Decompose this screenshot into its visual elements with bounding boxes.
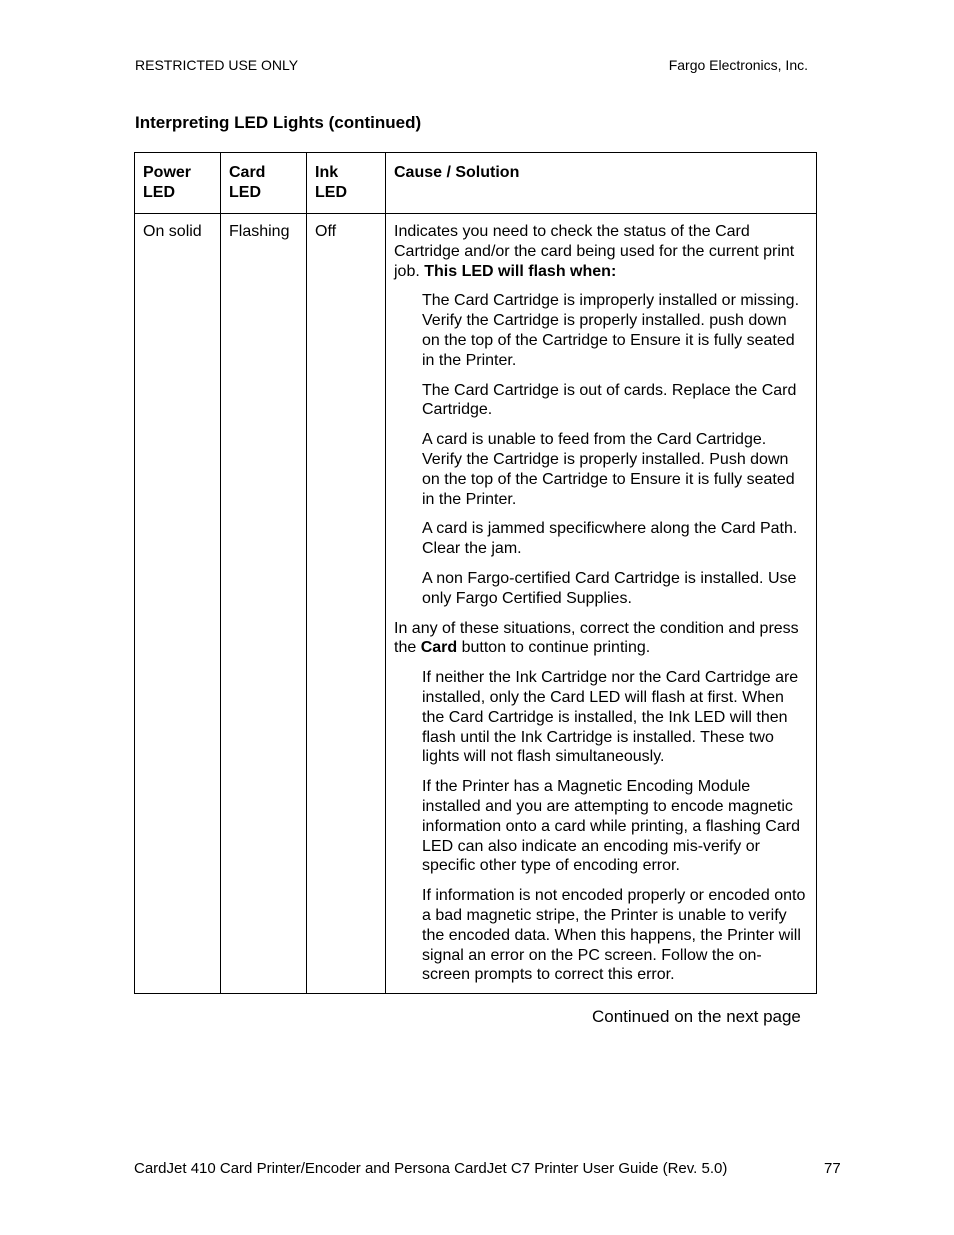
condition-item: A card is unable to feed from the Card Cartridge. Verify the Cartridge is properly installed. Push down on the top of the Cartridge to Ensure it is fully seated in the Printer. bbox=[422, 431, 795, 508]
condition-item: A card is jammed specificwhere along the Card Path. Clear the jam. bbox=[422, 520, 798, 558]
note-item: If the Printer has a Magnetic Encoding Module installed and you are attempting to encode magnetic information onto a card while printing, a flashing Card LED can also indicate an encoding mis-verify or specific other type of encoding error. bbox=[422, 778, 800, 875]
condition-item: The Card Cartridge is out of cards. Replace the Card Cartridge. bbox=[422, 381, 797, 419]
header-left: RESTRICTED USE ONLY bbox=[135, 57, 299, 73]
col-header-ink: Ink LED bbox=[307, 153, 386, 214]
cell-cause-solution bbox=[386, 214, 817, 994]
continued-note: Continued on the next page bbox=[592, 1007, 801, 1026]
table-header-row bbox=[135, 153, 817, 214]
cell-ink: Off bbox=[307, 214, 386, 994]
col-header-card: Card LED bbox=[221, 153, 307, 214]
col-header-power: Power LED bbox=[135, 153, 221, 214]
page-number: 77 bbox=[824, 1160, 841, 1177]
table-row bbox=[135, 214, 817, 994]
condition-item: A non Fargo-certified Card Cartridge is installed. Use only Fargo Certified Supplies. bbox=[422, 569, 797, 607]
action-paragraph: In any of these situations, correct the condition and press the Card button to continue printing. bbox=[394, 619, 799, 657]
led-table bbox=[134, 152, 817, 994]
col-header-cause: Cause / Solution bbox=[386, 153, 817, 214]
header-right: Fargo Electronics, Inc. bbox=[668, 57, 808, 73]
condition-item: The Card Cartridge is improperly installed or missing. Verify the Cartridge is properly installed. push down on the top of the Cartridge to Ensure it is fully seated in the Printer. bbox=[422, 292, 800, 369]
footer-title: CardJet 410 Card Printer/Encoder and Persona CardJet C7 Printer User Guide (Rev. 5.0) bbox=[134, 1160, 728, 1177]
cell-card: Flashing bbox=[221, 214, 307, 994]
note-item: If information is not encoded properly or encoded onto a bad magnetic stripe, the Printer is unable to verify the encoded data. When this happens, the Printer will signal an error on the PC screen. Follow the on-screen prompts to correct this error. bbox=[422, 887, 806, 984]
note-item: If neither the Ink Cartridge nor the Card Cartridge are installed, only the Card LED will flash at first. When the Card Cartridge is installed, the Ink LED will then flash until the Ink Cartridge is installed. These two lights will not flash simultaneously. bbox=[422, 669, 799, 766]
section-title: Interpreting LED Lights (continued) bbox=[135, 113, 422, 132]
cell-power: On solid bbox=[135, 214, 221, 994]
intro-paragraph: Indicates you need to check the status of the Card Cartridge and/or the card being used for the current print job. This LED will flash when: bbox=[394, 223, 795, 280]
